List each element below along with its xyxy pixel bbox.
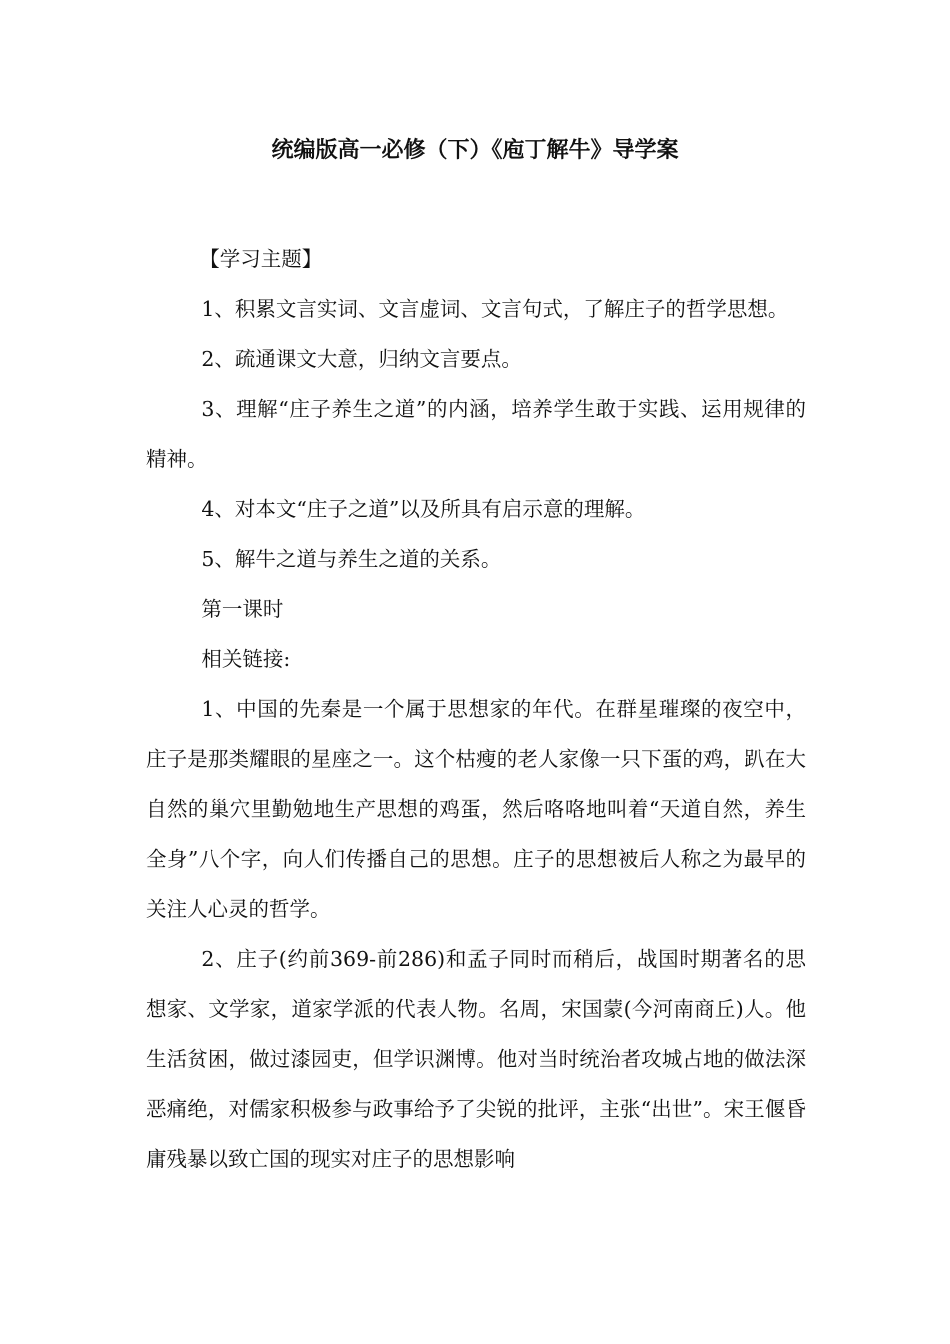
related-link-paragraph-2: 2、庄子(约前369-前286)和孟子同时而稍后，战国时期著名的思想家、文学家，道家学派的代表人物。名周，宋国蒙(今河南商丘)人。他生活贫困，做过漆园吏，但学识渊博。他对当时统治者攻城占地的做法深恶痛绝，对儒家积极参与政事给予了尖锐的批评，主张“出世”。宋王偃昏庸残暴以致亡国的现实对庄子的思想影响 — [146, 947, 806, 1171]
document-body — [146, 234, 806, 1184]
topic-item-1: 1、积累文言实词、文言虚词、文言句式，了解庄子的哲学思想。 — [201, 297, 789, 321]
section-heading-learning-topics: 【学习主题】 — [199, 247, 323, 271]
topic-item-3: 3、理解“庄子养生之道”的内涵，培养学生敢于实践、运用规律的精神。 — [146, 397, 806, 471]
lesson-heading: 第一课时 — [201, 597, 284, 621]
topic-item-5: 5、解牛之道与养生之道的关系。 — [201, 547, 502, 571]
document-title: 统编版高一必修（下）《庖丁解牛》导学案 — [271, 138, 679, 163]
topic-item-4: 4、对本文“庄子之道”以及所具有启示意的理解。 — [201, 497, 646, 521]
topic-item-2: 2、疏通课文大意，归纳文言要点。 — [201, 347, 522, 371]
related-links-heading: 相关链接: — [201, 647, 291, 671]
related-link-paragraph-1: 1、中国的先秦是一个属于思想家的年代。在群星璀璨的夜空中，庄子是那类耀眼的星座之一。这个枯瘦的老人家像一只下蛋的鸡，趴在大自然的巢穴里勤勉地生产思想的鸡蛋，然后咯咯地叫着“天道自然，养生全身”八个字，向人们传播自己的思想。庄子的思想被后人称之为最早的关注人心灵的哲学。 — [146, 697, 806, 921]
